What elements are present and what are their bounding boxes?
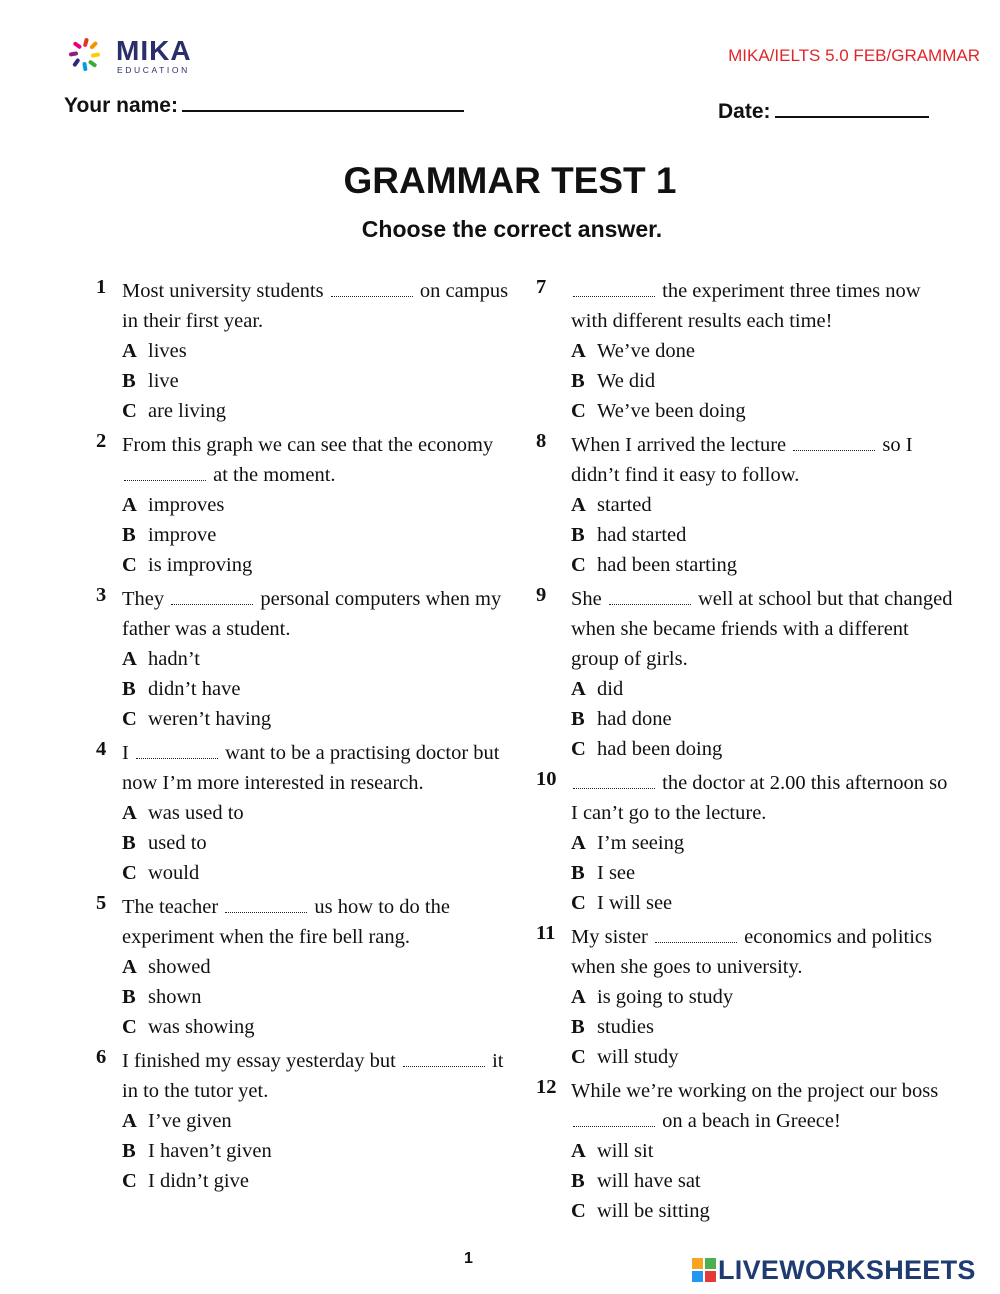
name-label: Your name: [64, 94, 178, 117]
question-5 [96, 892, 516, 1042]
question-3 [96, 584, 516, 734]
option-letter: A [122, 1110, 137, 1132]
liveworksheets-wordmark: LIVEWORKSHEETS [718, 1255, 976, 1285]
question-4 [96, 738, 516, 888]
option-letter: C [571, 892, 586, 914]
question-stem [122, 1046, 516, 1106]
answer-blank [403, 1052, 485, 1067]
option-letter: B [122, 678, 136, 700]
option-letter: A [571, 832, 586, 854]
option-letter: B [571, 1016, 585, 1038]
option-text: weren’t having [148, 708, 272, 730]
option-text: shown [148, 986, 202, 1008]
option-text: was used to [148, 802, 244, 824]
question-number: 7 [536, 276, 547, 298]
question-12 [536, 1076, 956, 1226]
question-9 [536, 584, 956, 764]
option-c[interactable] [571, 1196, 956, 1226]
option-text: will be sitting [597, 1200, 710, 1222]
mika-logo [66, 34, 196, 78]
option-text: is going to study [597, 986, 734, 1008]
option-text: had been starting [597, 554, 738, 576]
question-8 [536, 430, 956, 580]
stem-before: I finished my essay yesterday but [122, 1050, 396, 1072]
instruction: Choose the correct answer. [361, 216, 663, 242]
question-stem [571, 276, 956, 336]
option-letter: A [122, 956, 137, 978]
stem-after: so I didn’t find it easy to follow. [571, 434, 913, 486]
questions-left-column [96, 276, 516, 1200]
option-c[interactable] [122, 1166, 516, 1196]
option-a[interactable] [571, 490, 956, 520]
option-text: is improving [148, 554, 253, 576]
option-b[interactable] [571, 1166, 956, 1196]
option-c[interactable] [122, 550, 516, 580]
option-b[interactable] [571, 858, 956, 888]
option-b[interactable] [571, 520, 956, 550]
question-10 [536, 768, 956, 918]
option-letter: A [571, 986, 586, 1008]
option-text: showed [148, 956, 211, 978]
answer-blank [655, 928, 737, 943]
option-letter: C [571, 738, 586, 760]
option-a[interactable] [571, 828, 956, 858]
option-letter: C [122, 1170, 137, 1192]
question-1 [96, 276, 516, 426]
option-letter: C [122, 554, 137, 576]
option-letter: A [122, 802, 137, 824]
option-text: I will see [597, 892, 673, 914]
stem-after: the doctor at 2.00 this afternoon so I can’t go to the lecture. [571, 772, 948, 824]
answer-blank [573, 1112, 655, 1127]
option-letter: A [571, 494, 586, 516]
option-c[interactable] [571, 550, 956, 580]
option-text: We’ve been doing [597, 400, 746, 422]
stem-after: the experiment three times now with different results each time! [571, 280, 921, 332]
name-blank[interactable] [182, 92, 464, 112]
mika-logo-mark-icon [66, 36, 106, 76]
date-field [718, 98, 929, 124]
answer-blank [136, 744, 218, 759]
question-stem [122, 584, 516, 644]
page-number: 1 [464, 1250, 473, 1267]
option-text: We did [597, 370, 656, 392]
option-text: are living [148, 400, 226, 422]
option-b[interactable] [122, 520, 516, 550]
option-b[interactable] [122, 674, 516, 704]
question-stem [571, 1076, 956, 1136]
option-letter: C [122, 1016, 137, 1038]
question-stem [571, 922, 956, 982]
question-6 [96, 1046, 516, 1196]
answer-blank [573, 774, 655, 789]
name-field [64, 92, 464, 118]
liveworksheets-logo [692, 1255, 992, 1285]
option-letter: A [122, 340, 137, 362]
option-text: hadn’t [148, 648, 201, 670]
stem-before: From this graph we can see that the economy [122, 434, 494, 456]
answer-blank [124, 466, 206, 481]
stem-before: While we’re working on the project our boss [571, 1080, 939, 1102]
option-letter: C [571, 1046, 586, 1068]
stem-before: When I arrived the lecture [571, 434, 787, 456]
option-text: will sit [597, 1140, 654, 1162]
stem-after: on campus in their first year. [122, 280, 509, 332]
stem-after: personal computers when my father was a student. [122, 588, 502, 640]
question-2 [96, 430, 516, 580]
questions-right-column [536, 276, 956, 1230]
question-7 [536, 276, 956, 426]
stem-before: I [122, 742, 129, 764]
option-letter: B [122, 370, 136, 392]
option-a[interactable] [571, 674, 956, 704]
option-b[interactable] [571, 1012, 956, 1042]
option-c[interactable] [571, 734, 956, 764]
option-text: lives [148, 340, 187, 362]
option-text: I haven’t given [148, 1140, 272, 1162]
option-letter: C [571, 1200, 586, 1222]
option-text: had started [597, 524, 687, 546]
stem-after: it in to the tutor yet. [122, 1050, 504, 1102]
question-stem [122, 276, 516, 336]
option-a[interactable] [122, 490, 516, 520]
option-text: would [148, 862, 200, 884]
question-stem [122, 430, 516, 490]
option-text: studies [597, 1016, 654, 1038]
question-number: 8 [536, 430, 547, 452]
question-stem [571, 768, 956, 828]
option-text: will study [597, 1046, 679, 1068]
option-a[interactable] [122, 336, 516, 366]
option-a[interactable] [571, 336, 956, 366]
stem-before: The teacher [122, 896, 219, 918]
question-11 [536, 922, 956, 1072]
option-text: was showing [148, 1016, 255, 1038]
option-letter: C [571, 554, 586, 576]
question-stem [122, 892, 516, 952]
stem-before: They [122, 588, 165, 610]
stem-after: economics and politics when she goes to university. [571, 926, 932, 978]
option-letter: B [122, 986, 136, 1008]
option-text: improve [148, 524, 217, 546]
question-number: 3 [96, 584, 107, 606]
answer-blank [331, 282, 413, 297]
stem-before: Most university students [122, 280, 324, 302]
option-letter: C [122, 708, 137, 730]
logo-wordmark: MIKA [116, 35, 192, 66]
option-a[interactable] [122, 1106, 516, 1136]
option-b[interactable] [122, 366, 516, 396]
liveworksheets-grid-icon [692, 1258, 716, 1282]
option-b[interactable] [571, 366, 956, 396]
stem-after: on a beach in Greece! [662, 1110, 841, 1132]
option-c[interactable] [571, 396, 956, 426]
option-text: I’ve given [148, 1110, 232, 1132]
option-letter: A [571, 340, 586, 362]
logo-subtitle: EDUCATION [117, 65, 190, 75]
option-letter: C [122, 400, 137, 422]
stem-after: us how to do the experiment when the fire bell rang. [122, 896, 450, 948]
option-text: I see [597, 862, 636, 884]
option-text: live [148, 370, 179, 392]
option-text: did [597, 678, 624, 700]
option-a[interactable] [122, 644, 516, 674]
question-number: 12 [536, 1076, 557, 1098]
answer-blank [171, 590, 253, 605]
option-letter: B [122, 1140, 136, 1162]
answer-blank [225, 898, 307, 913]
option-letter: B [571, 1170, 585, 1192]
option-a[interactable] [122, 798, 516, 828]
option-c[interactable] [122, 858, 516, 888]
option-text: We’ve done [597, 340, 695, 362]
question-number: 9 [536, 584, 547, 606]
option-text: started [597, 494, 652, 516]
option-text: had done [597, 708, 672, 730]
option-letter: B [122, 524, 136, 546]
option-c[interactable] [571, 888, 956, 918]
option-letter: A [571, 1140, 586, 1162]
course-code: MIKA/IELTS 5.0 FEB/GRAMMAR [728, 46, 980, 65]
option-letter: B [571, 862, 585, 884]
option-b[interactable] [122, 1136, 516, 1166]
option-letter: B [571, 708, 585, 730]
date-label: Date: [718, 100, 771, 123]
stem-before: My sister [571, 926, 648, 948]
option-text: used to [148, 832, 207, 854]
question-stem [122, 738, 516, 798]
option-letter: B [571, 370, 585, 392]
option-b[interactable] [571, 704, 956, 734]
option-letter: A [122, 648, 137, 670]
option-b[interactable] [122, 982, 516, 1012]
option-letter: B [571, 524, 585, 546]
stem-after: well at school but that changed when she became friends with a different group of girls. [571, 588, 953, 670]
option-text: improves [148, 494, 225, 516]
stem-after: at the moment. [213, 464, 336, 486]
question-number: 6 [96, 1046, 107, 1068]
question-number: 10 [536, 768, 557, 790]
answer-blank [793, 436, 875, 451]
option-letter: C [571, 400, 586, 422]
option-text: had been doing [597, 738, 723, 760]
question-stem [571, 430, 956, 490]
option-letter: A [122, 494, 137, 516]
question-number: 1 [96, 276, 107, 298]
stem-after: want to be a practising doctor but now I’m more interested in research. [122, 742, 500, 794]
option-text: will have sat [597, 1170, 701, 1192]
option-c[interactable] [122, 396, 516, 426]
question-number: 11 [536, 922, 556, 944]
option-c[interactable] [122, 704, 516, 734]
option-c[interactable] [571, 1042, 956, 1072]
option-letter: C [122, 862, 137, 884]
answer-blank [573, 282, 655, 297]
question-number: 4 [96, 738, 107, 760]
question-number: 5 [96, 892, 107, 914]
stem-before: She [571, 588, 602, 610]
option-text: didn’t have [148, 678, 241, 700]
option-b[interactable] [122, 828, 516, 858]
option-a[interactable] [571, 1136, 956, 1166]
option-a[interactable] [122, 952, 516, 982]
answer-blank [609, 590, 691, 605]
question-number: 2 [96, 430, 107, 452]
option-letter: A [571, 678, 586, 700]
option-c[interactable] [122, 1012, 516, 1042]
option-text: I didn’t give [148, 1170, 249, 1192]
option-text: I’m seeing [597, 832, 685, 854]
option-a[interactable] [571, 982, 956, 1012]
page-title: GRAMMAR TEST 1 [343, 160, 677, 201]
date-blank[interactable] [775, 98, 929, 118]
question-stem [571, 584, 956, 674]
option-letter: B [122, 832, 136, 854]
